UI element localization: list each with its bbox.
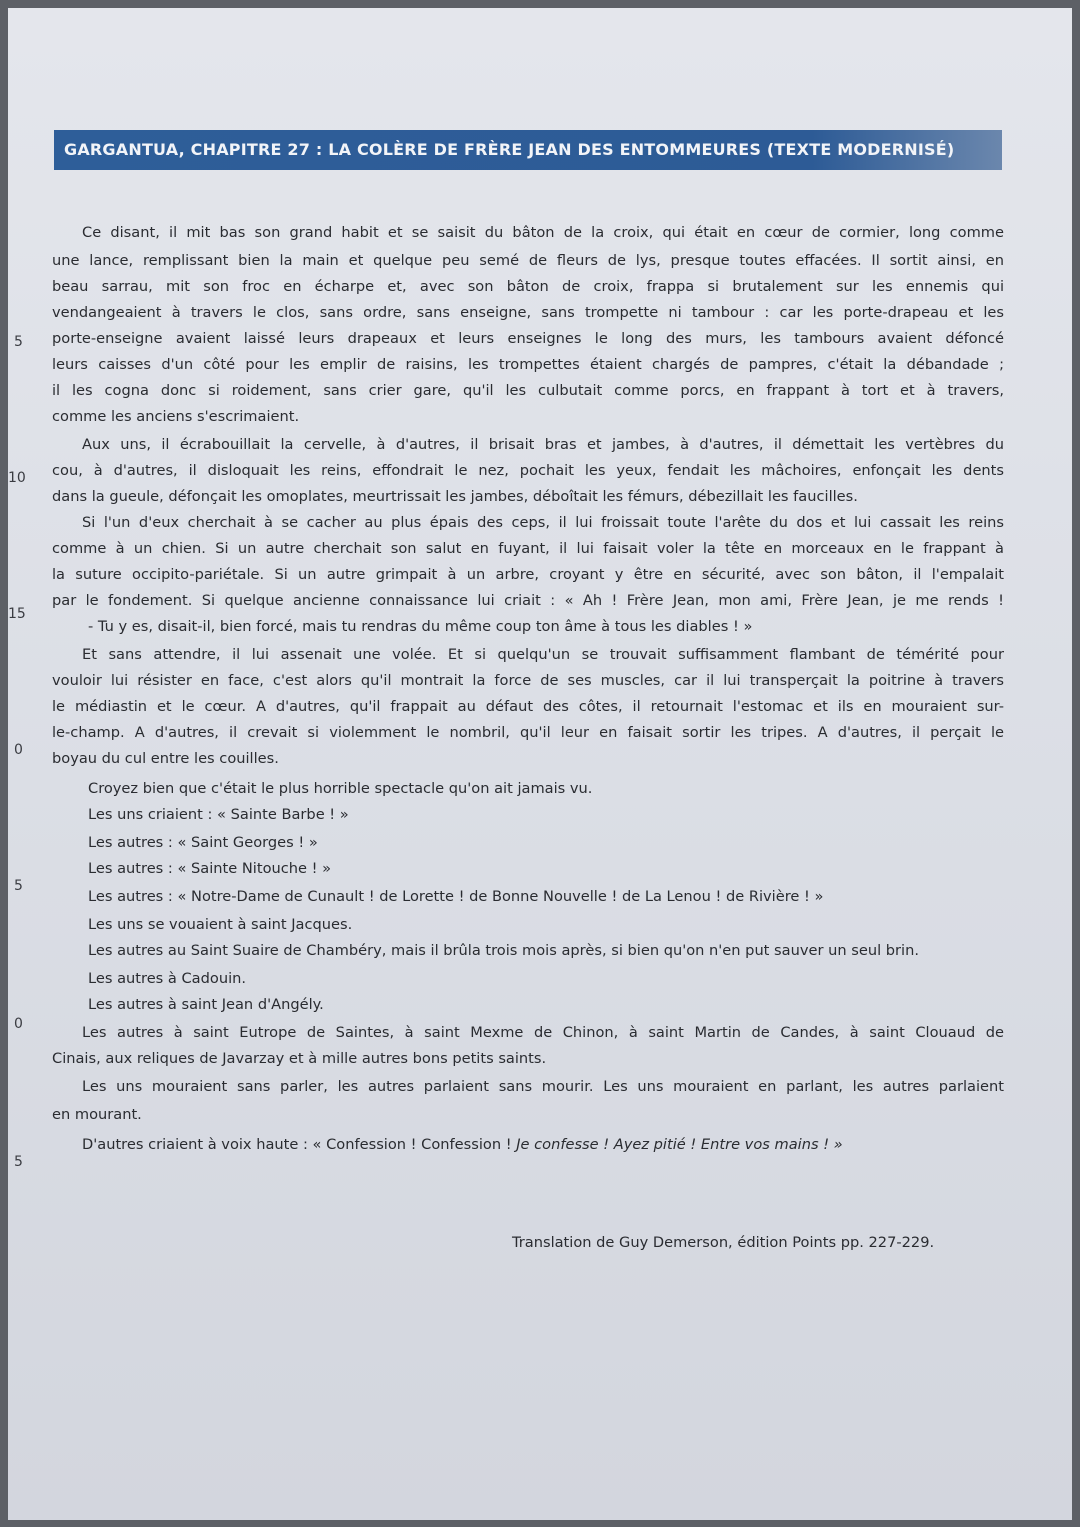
line-number: 0 [14,742,23,758]
line-number: 15 [8,606,26,622]
text-line: en mourant. [52,1106,142,1123]
text-line: Les autres à saint Jean d'Angély. [88,996,324,1013]
text-line: Les autres à saint Eutrope de Saintes, à saint Mexme de Chinon, à saint Martin de Candes, à saint Clouaud de [82,1024,1004,1041]
source-citation: Translation de Guy Demerson, édition Points pp. 227-229. [512,1234,935,1251]
chapter-title: GARGANTUA, CHAPITRE 27 : LA COLÈRE DE FRÈRE JEAN DES ENTOMMEURES (TEXTE MODERNISÉ) [54,130,1002,170]
text-line: leurs caisses d'un côté pour les emplir de raisins, les trompettes étaient chargés de pampres, c'était la débandade ; [52,356,1004,373]
text-line: la suture occipito-pariétale. Si un autre grimpait à un arbre, croyant y être en sécurité, avec son bâton, il l'empalait [52,566,1004,583]
text-line: comme à un chien. Si un autre cherchait son salut en fuyant, il lui faisait voler la tête en morceaux en le frappant à [52,540,1004,557]
text-line: Et sans attendre, il lui assenait une volée. Et si quelqu'un se trouvait suffisamment flambant de témérité pour [82,646,1004,663]
text-line: Les uns mouraient sans parler, les autres parlaient sans mourir. Les uns mouraient en parlant, les autres parlaient [82,1078,1004,1095]
text-line: porte-enseigne avaient laissé leurs drapeaux et leurs enseignes le long des murs, les tambours avaient défoncé [52,330,1004,347]
text-line: Aux uns, il écrabouillait la cervelle, à d'autres, il brisait bras et jambes, à d'autres, il démettait les vertèbres du [82,436,1004,453]
text-line: dans la gueule, défonçait les omoplates, meurtrissait les jambes, déboîtait les fémurs, débezillait les faucilles. [52,488,858,505]
text-line: Ce disant, il mit bas son grand habit et se saisit du bâton de la croix, qui était en cœur de cormier, long comme [82,224,1004,241]
text-line: comme les anciens s'escrimaient. [52,408,300,425]
line-number: 0 [14,1016,23,1032]
text-line: Cinais, aux reliques de Javarzay et à mille autres bons petits saints. [52,1050,547,1067]
text-line: Les uns criaient : « Sainte Barbe ! » [88,806,349,823]
text-line: une lance, remplissant bien la main et quelque peu semé de fleurs de lys, presque toutes effacées. Il sortit ainsi, en [52,252,1004,269]
text-line: par le fondement. Si quelque ancienne connaissance lui criait : « Ah ! Frère Jean, mon ami, Frère Jean, je me rends ! [52,592,1004,609]
document-page [8,8,1072,1520]
text-line: Si l'un d'eux cherchait à se cacher au plus épais des ceps, il lui froissait toute l'arête du dos et lui cassait les reins [82,514,1004,531]
text-line: boyau du cul entre les couilles. [52,750,279,767]
text-line: Les autres au Saint Suaire de Chambéry, mais il brûla trois mois après, si bien qu'on n'en put sauver un seul brin. [88,942,919,959]
text-line: cou, à d'autres, il disloquait les reins, effondrait le nez, pochait les yeux, fendait les mâchoires, enfonçait les dents [52,462,1004,479]
text-line: vendangeaient à travers le clos, sans ordre, sans enseigne, sans trompette ni tambour : car les porte-drapeau et les [52,304,1004,321]
text-line: le-champ. A d'autres, il crevait si violemment le nombril, qu'il leur en faisait sortir les tripes. A d'autres, il perçait le [52,724,1004,741]
text-line: beau sarrau, mit son froc en écharpe et, avec son bâton de croix, frappa si brutalement sur les ennemis qui [52,278,1004,295]
text-line: - Tu y es, disait-il, bien forcé, mais tu rendras du même coup ton âme à tous les diables ! » [88,618,753,635]
line-number: 5 [14,334,23,350]
text-line: le médiastin et le cœur. A d'autres, qu'il frappait au défaut des côtes, il retournait l'estomac et ils en mouraient sur- [52,698,1004,715]
line-number: 5 [14,1154,23,1170]
text-line: Les uns se vouaient à saint Jacques. [88,916,353,933]
text-line: il les cogna donc si roidement, sans crier gare, qu'il les culbutait comme porcs, en frappant à tort et à travers, [52,382,1004,399]
text-line: Les autres : « Notre-Dame de Cunault ! de Lorette ! de Bonne Nouvelle ! de La Lenou ! de Rivière ! » [88,888,824,905]
text-line: vouloir lui résister en face, c'est alors qu'il montrait la force de ses muscles, car il lui transperçait la poitrine à travers [52,672,1004,689]
text-line: D'autres criaient à voix haute : « Confession ! Confession ! Je confesse ! Ayez pitié ! Entre vos mains ! » [82,1136,843,1153]
line-number: 5 [14,878,23,894]
text-line: Croyez bien que c'était le plus horrible spectacle qu'on ait jamais vu. [88,780,593,797]
italic-phrase: Je confesse ! Ayez pitié ! Entre vos mains ! » [516,1136,843,1153]
text-line: Les autres : « Saint Georges ! » [88,834,318,851]
text-line: Les autres à Cadouin. [88,970,247,987]
line-number: 10 [8,470,26,486]
text-line: Les autres : « Sainte Nitouche ! » [88,860,332,877]
